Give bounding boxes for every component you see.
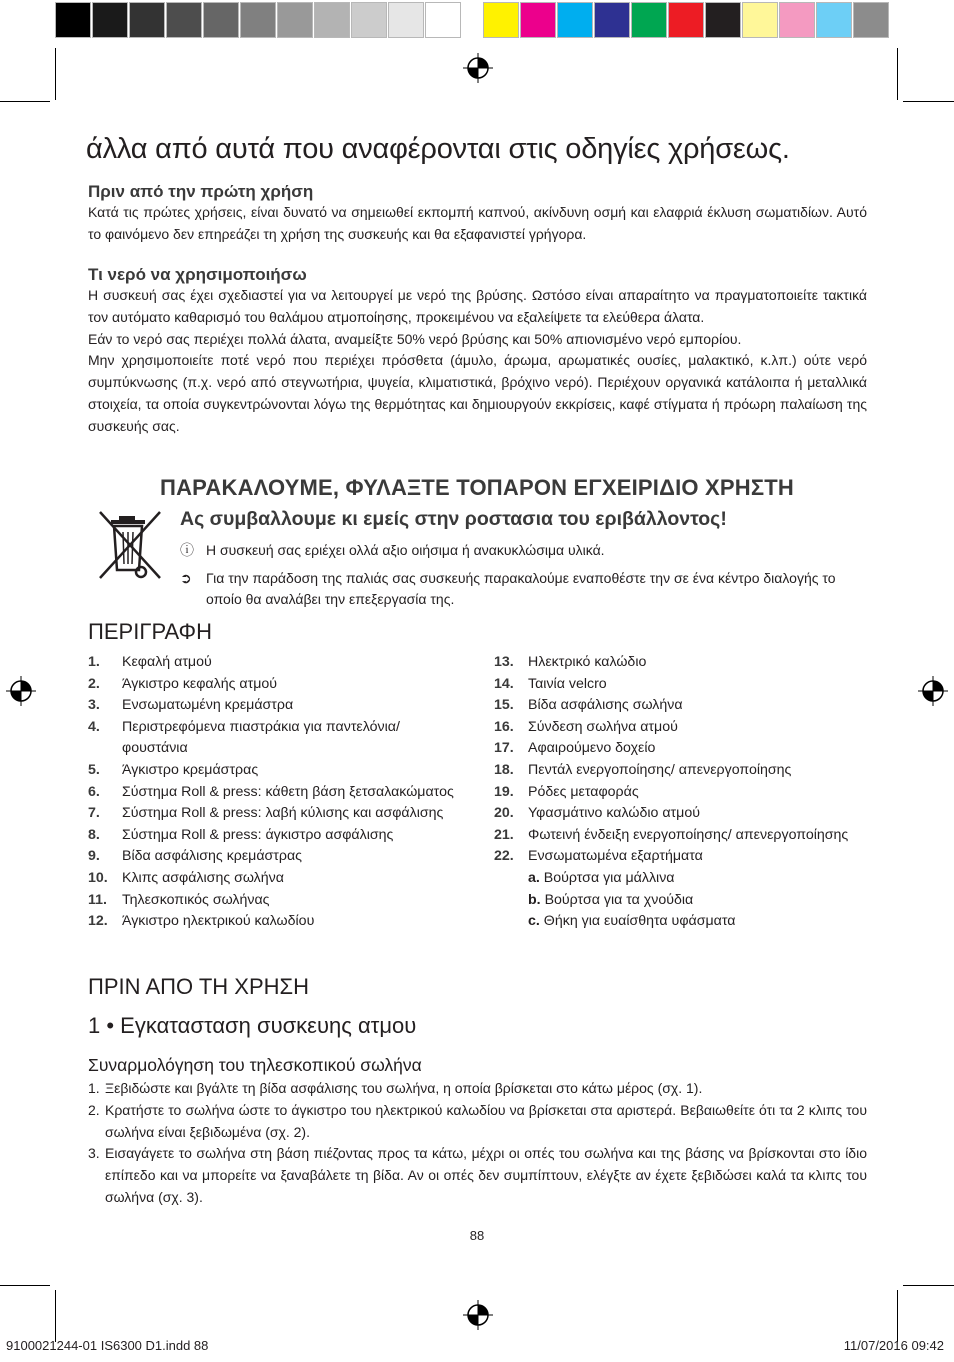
step-text: Εισαγάγετε το σωλήνα στη βάση πιέζοντας προς τα κάτω, μέχρι οι οπές του σωλήνα και της βάσης να βρίσκονται στο ίδιο επίπεδο και να μπορείτε να ξαναβάλετε τη βίδα. Αν οι οπές δεν συμπίπτουν, ελέγξτε αν έχετε ξεβιδώσει καλά τα κλιπς του σωλήνα (σχ. 3). xyxy=(105,1145,867,1205)
item-label: Αφαιρούμενο δοχείο xyxy=(528,740,656,757)
sub-list-item xyxy=(494,911,866,933)
color-swatch xyxy=(816,2,852,38)
first-use-text: Κατά τις πρώτες χρήσεις, είναι δυνατό να σημειωθεί εκπομπή καπνού, ακίνδυνη οσμή και ελαφριά έκλυση σωματιδίων. Αυτό το φαινόμενο δεν επηρεάζει τη χρήση της συσκευής και θα εξαφανιστεί γρήγορα. xyxy=(88,204,867,242)
list-item xyxy=(88,674,466,696)
item-label: Φωτεινή ένδειξη ενεργοποίησης/ απενεργοποίησης xyxy=(528,826,849,843)
item-label: Βίδα ασφάλισης σωλήνα xyxy=(528,697,683,714)
process-color-bar xyxy=(483,2,890,38)
crop-mark xyxy=(55,48,56,100)
item-number: 16. xyxy=(494,718,514,735)
list-item xyxy=(88,782,466,804)
item-label: Σύστημα Roll & press: άγκιστρο ασφάλισης xyxy=(122,826,394,843)
item-number: 4. xyxy=(88,718,100,735)
color-swatch xyxy=(277,2,313,38)
sub-item-label: Βούρτσα για μάλλινα xyxy=(543,869,675,886)
description-list-right xyxy=(494,652,866,933)
description-heading: ΠΕΡΙΓΡΑΦΗ xyxy=(88,619,212,644)
crop-mark xyxy=(55,1290,56,1342)
first-use-heading: Πριν από την πρώτη χρήση xyxy=(88,182,314,201)
water-paragraph-3: Μην χρησιμοποιείτε ποτέ νερό που περιέχει πρόσθετα (άμυλο, άρωμα, αρωματικές ουσίες, μαλακτικό, κ.λπ.) ούτε νερό συμπύκνωσης (π.χ. νερό από στεγνωτήρια, ψυγεία, κλιματιστικά, βρόχινο νερό). Περιέχουν οργανικά κατάλοιπα ή μεταλλικά στοιχεία, τα οποία συγκεντρώνονται λόγω της θερμότητας και δημιουργούν εκκρίσεις, καφέ στίγματα ή πρόωρη παλαίωση της συσκευής σας. xyxy=(88,352,867,434)
item-number: 13. xyxy=(494,654,514,670)
assembly-steps xyxy=(88,1078,867,1209)
crossed-out-bin-icon xyxy=(97,508,165,582)
color-swatch xyxy=(779,2,815,38)
step-number: 2. xyxy=(88,1101,100,1118)
item-label: Άγκιστρο κεφαλής ατμού xyxy=(122,675,278,692)
item-number: 6. xyxy=(88,783,100,800)
item-label: Άγκιστρο ηλεκτρικού καλωδίου xyxy=(122,913,315,930)
item-number: 12. xyxy=(88,913,108,930)
color-swatch xyxy=(166,2,202,38)
item-number: 19. xyxy=(494,783,514,800)
color-swatch xyxy=(668,2,704,38)
item-label: Ενσωματωμένα εξαρτήματα xyxy=(528,848,703,865)
water-paragraph-1: Η συσκευή σας έχει σχεδιαστεί για να λειτουργεί με νερό της βρύσης. Ωστόσο είναι απαραίτητο να πραγματοποιείτε τακτικά τον αυτόματο καθαρισμό του θαλάμου ατμοποίησης, προκειμένου να εξαλείψετε τα ελεύθερα άλατα. xyxy=(88,287,867,325)
crop-mark xyxy=(903,101,954,102)
item-number: 10. xyxy=(88,869,108,886)
item-number: 20. xyxy=(494,805,514,822)
item-label: Πεντάλ ενεργοποίησης/ απενεργοποίησης xyxy=(528,761,792,778)
color-swatch xyxy=(594,2,630,38)
file-slug: 9100021244-01 IS6300 D1.indd 88 xyxy=(6,1338,209,1353)
color-swatch xyxy=(92,2,128,38)
item-number: 9. xyxy=(88,848,100,865)
item-label: Σύστημα Roll & press: κάθετη βάση ξετσαλακώματος xyxy=(122,783,454,800)
crop-mark xyxy=(897,1290,898,1342)
item-number: 21. xyxy=(494,826,514,843)
list-item xyxy=(494,782,866,804)
item-label: Περιστρεφόμενα πιαστράκια για παντελόνια/ φουστάνια xyxy=(122,718,400,757)
arrow-icon: ➲ xyxy=(180,569,192,586)
sub-list-item xyxy=(494,868,866,890)
item-label: Υφασμάτινο καλώδιο ατμού xyxy=(528,805,700,822)
color-swatch xyxy=(483,2,519,38)
sub-item-label: Βούρτσα για τα χνούδια xyxy=(544,891,694,908)
color-swatch xyxy=(705,2,741,38)
item-number: 15. xyxy=(494,697,514,714)
color-swatch xyxy=(631,2,667,38)
list-item xyxy=(494,717,866,739)
date-slug: 11/07/2016 09:42 xyxy=(843,1338,944,1353)
item-number: 7. xyxy=(88,805,100,822)
list-item xyxy=(494,846,866,868)
before-use-heading: ΠΡΙΝ ΑΠΟ ΤΗ ΧΡΗΣΗ xyxy=(88,974,310,999)
registration-mark-icon xyxy=(6,676,36,706)
list-item xyxy=(494,760,866,782)
step-number: 1. xyxy=(88,1080,100,1096)
list-item xyxy=(494,825,866,847)
assembly-step xyxy=(88,1078,867,1100)
environment-notes xyxy=(180,540,870,611)
list-item xyxy=(494,803,866,825)
sub-item-letter: b. xyxy=(528,891,541,908)
list-item xyxy=(494,695,866,717)
water-paragraph-2: Εάν το νερό σας περιέχει πολλά άλατα, αναμείξτε 50% νερό βρύσης και 50% απιονισμένο νερό εμπορίου. xyxy=(88,330,742,347)
list-item xyxy=(88,717,466,760)
color-swatch xyxy=(203,2,239,38)
list-item xyxy=(88,695,466,717)
water-heading: Τι νερό να χρησιμοποιήσω xyxy=(88,265,307,284)
color-swatch xyxy=(129,2,165,38)
color-swatch xyxy=(240,2,276,38)
sub-item-letter: c. xyxy=(528,913,540,930)
list-item xyxy=(494,674,866,696)
environment-heading: Ας συμβαλλουμε κι εμείς στην ροστασια του εριβάλλοντος! xyxy=(180,508,727,530)
color-swatch xyxy=(520,2,556,38)
disposal-note: Για την παράδοση της παλιάς σας συσκευής παρακαλούμε εναποθέστε την σε ένα κέντρο διαλογής το οποίο θα αναλάβει την επεξεργασία της. xyxy=(206,569,836,608)
list-item xyxy=(88,890,466,912)
list-item xyxy=(494,652,866,674)
list-item xyxy=(88,846,466,868)
registration-mark-icon xyxy=(463,1300,493,1330)
info-icon: ⓘ xyxy=(180,542,194,558)
color-swatch xyxy=(742,2,778,38)
list-item xyxy=(88,760,466,782)
list-item xyxy=(88,652,466,674)
list-item xyxy=(88,911,466,933)
color-swatch xyxy=(388,2,424,38)
color-swatch xyxy=(853,2,889,38)
item-label: Ενσωματωμένη κρεμάστρα xyxy=(122,697,294,714)
water-section xyxy=(88,265,867,438)
list-item xyxy=(88,825,466,847)
page-number: 88 xyxy=(469,1228,485,1243)
color-swatch xyxy=(351,2,387,38)
item-number: 1. xyxy=(88,654,100,670)
list-item xyxy=(88,868,466,890)
registration-mark-icon xyxy=(918,676,948,706)
item-number: 2. xyxy=(88,675,100,692)
recyclable-materials-note: Η συσκευή σας εριέχει ολλά αξιο οιήσιμα ή ανακυκλώσιμα υλικά. xyxy=(206,542,605,558)
crop-mark xyxy=(0,1285,50,1286)
sub-list-item xyxy=(494,890,866,912)
item-number: 11. xyxy=(88,891,107,908)
crop-mark xyxy=(0,101,50,102)
step-number: 3. xyxy=(88,1145,100,1162)
item-label: Κεφαλή ατμού xyxy=(122,654,212,670)
item-label: Άγκιστρο κρεμάστρας xyxy=(122,761,259,778)
list-item xyxy=(88,803,466,825)
color-swatch xyxy=(557,2,593,38)
item-number: 5. xyxy=(88,761,100,778)
item-label: Ηλεκτρικό καλώδιο xyxy=(528,654,647,670)
item-label: Ταινία velcro xyxy=(528,675,607,692)
item-label: Βίδα ασφάλισης κρεμάστρας xyxy=(122,848,303,865)
assembly-title: Συναρμολόγηση του τηλεσκοπικού σωλήνα xyxy=(88,1055,422,1075)
sub-item-letter: a. xyxy=(528,869,540,886)
assembly-step xyxy=(88,1143,867,1208)
item-label: Σύνδεση σωλήνα ατμού xyxy=(528,718,678,735)
item-number: 22. xyxy=(494,848,514,865)
sub-item-label: Θήκη για ευαίσθητα υφάσματα xyxy=(543,913,736,930)
item-number: 3. xyxy=(88,697,100,714)
color-swatch xyxy=(425,2,461,38)
item-number: 8. xyxy=(88,826,100,843)
item-label: Σύστημα Roll & press: λαβή κύλισης και ασφάλισης xyxy=(122,805,444,822)
keep-manual-notice: ΠΑΡΑΚΑΛΟΥΜΕ, ΦΥΛΑΞΤΕ ΤΟΠΑΡΟΝ ΕΓΧΕΙΡΙΔΙΟ ΧΡΗΣΤΗ xyxy=(160,475,794,500)
installation-subheading: 1 • Εγκατασταση συσκευης ατμου xyxy=(88,1013,417,1038)
first-use-section xyxy=(88,182,867,246)
registration-mark-icon xyxy=(463,53,493,83)
item-label: Τηλεσκοπικός σωλήνας xyxy=(122,891,270,908)
step-text: Ξεβιδώστε και βγάλτε τη βίδα ασφάλισης του σωλήνα, η οποία βρίσκεται στο κάτω μέρος (σχ. 1). xyxy=(105,1080,703,1096)
page-heading: άλλα από αυτά που αναφέρονται στις οδηγίες χρήσεως. xyxy=(86,133,790,165)
item-number: 17. xyxy=(494,740,514,757)
assembly-step xyxy=(88,1100,867,1144)
crop-mark xyxy=(897,48,898,100)
description-list-left xyxy=(88,652,466,933)
list-item xyxy=(494,738,866,760)
grayscale-color-bar xyxy=(55,2,462,38)
color-swatch xyxy=(55,2,91,38)
item-number: 14. xyxy=(494,675,514,692)
item-number: 18. xyxy=(494,761,514,778)
item-label: Ρόδες μεταφοράς xyxy=(528,783,639,800)
step-text: Κρατήστε το σωλήνα ώστε το άγκιστρο του ηλεκτρικού καλωδίου να βρίσκεται στα αριστερά. Βεβαιωθείτε ότι τα 2 κλιπς του σωλήνα είναι ξεβιδωμένα (σχ. 2). xyxy=(105,1101,867,1140)
item-label: Κλιπς ασφάλισης σωλήνα xyxy=(122,869,284,886)
color-swatch xyxy=(314,2,350,38)
crop-mark xyxy=(903,1285,954,1286)
